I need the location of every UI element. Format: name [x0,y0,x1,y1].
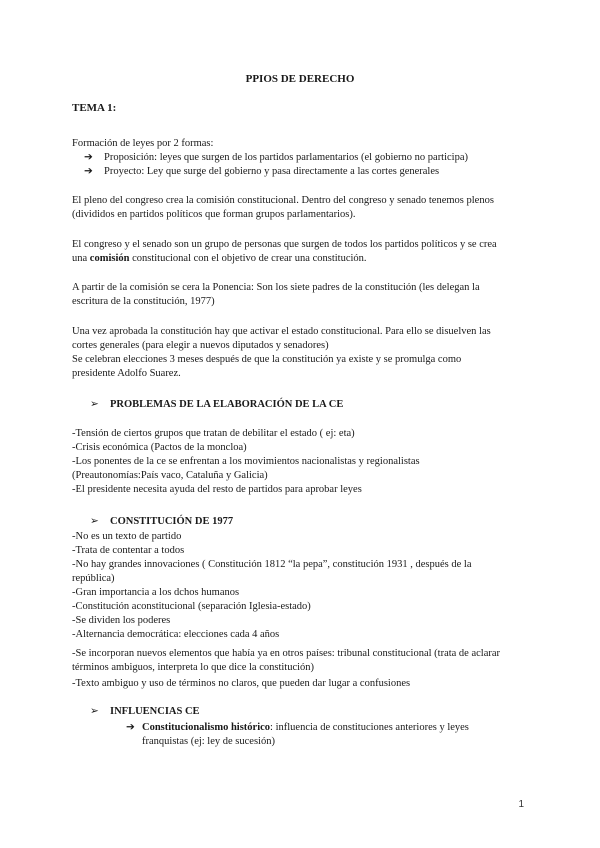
section-heading-influencias: ➢ INFLUENCIAS CE [90,706,200,717]
arrow-icon: ➔ [84,166,93,177]
document-title: PPIOS DE DERECHO [245,73,355,85]
list-item-continuation: franquistas (ej: ley de sucesión) [142,736,275,747]
list-line: -Se incorporan nuevos elementos que había ya en otros países: tribunal constitucional (trata de aclarar [72,648,501,659]
list-line: -No es un texto de partido [72,531,182,542]
section-heading-problemas: ➢ PROBLEMAS DE LA ELABORACIÓN DE LA CE [90,399,344,410]
list-line: república) [72,573,115,584]
bold-term: Constitucionalismo histórico [142,722,271,733]
list-item: ➔ Constitucionalismo histórico: influencia de constituciones anteriores y leyes [126,722,469,733]
page-number: 1 [518,799,524,810]
paragraph-line: presidente Adolfo Suarez. [72,368,181,379]
list-line: -Crisis económica (Pactos de la moncloa) [72,442,247,453]
chevron-right-icon: ➢ [90,706,99,717]
list-line: (Preautonomías:País vaco, Cataluña y Galicia) [72,470,268,481]
chevron-right-icon: ➢ [90,399,99,410]
paragraph-line: escritura de la constitución, 1977) [72,296,215,307]
paragraph-line: Se celebran elecciones 3 meses después de que la constitución ya existe y se promulga como [72,354,462,365]
paragraph-line: una comisión constitucional con el objetivo de crear una constitución. [72,253,367,264]
list-item: ➔ Proyecto: Ley que surge del gobierno y pasa directamente a las cortes generales [84,166,440,177]
paragraph-line: cortes generales (para elegir a nuevos diputados y senadores) [72,340,329,351]
list-line: -Constitución aconstitucional (separación Iglesia-estado) [72,601,311,612]
list-line: -Los ponentes de la ce se enfrentan a los movimientos nacionalistas y regionalistas [72,456,420,467]
arrow-icon: ➔ [126,722,135,733]
paragraph-line: A partir de la comisión se cera la Ponencia: Son los siete padres de la constitución (les delegan la [72,282,480,293]
paragraph-line: El congreso y el senado son un grupo de personas que surgen de todos los partidos políticos y se crea [72,239,497,250]
paragraph-line: Una vez aprobada la constitución hay que activar el estado constitucional. Para ello se disuelven las [72,326,491,337]
intro-text: Formación de leyes por 2 formas: [72,138,214,149]
paragraph-line: El pleno del congreso crea la comisión constitucional. Dentro del congreso y senado tenemos plenos [72,195,494,206]
list-line: -Alternancia democrática: elecciones cada 4 años [72,629,280,640]
list-line: -Tensión de ciertos grupos que tratan de debilitar el estado ( ej: eta) [72,428,355,439]
list-line: -Texto ambiguo y uso de términos no claros, que pueden dar lugar a confusiones [72,678,411,689]
section-heading-constitucion: ➢ CONSTITUCIÓN DE 1977 [90,516,234,527]
bold-term: comisión [89,253,130,264]
list-line: -Trata de contentar a todos [72,545,185,556]
paragraph-line: (divididos en partidos políticos que forman grupos parlamentarios). [72,209,356,220]
list-line: términos ambiguos, interpreta lo que dice la constitución) [72,662,315,673]
arrow-icon: ➔ [84,152,93,163]
section-heading-tema: TEMA 1: [72,102,117,114]
list-line: -Gran importancia a los dchos humanos [72,587,240,598]
list-line: -No hay grandes innovaciones ( Constitución 1812 “la pepa”, constitución 1931 , después de la [72,559,472,570]
chevron-right-icon: ➢ [90,516,99,527]
list-item: ➔ Proposición: leyes que surgen de los partidos parlamentarios (el gobierno no participa) [84,152,469,163]
list-line: -El presidente necesita ayuda del resto de partidos para aprobar leyes [72,484,362,495]
list-line: -Se dividen los poderes [72,615,171,626]
